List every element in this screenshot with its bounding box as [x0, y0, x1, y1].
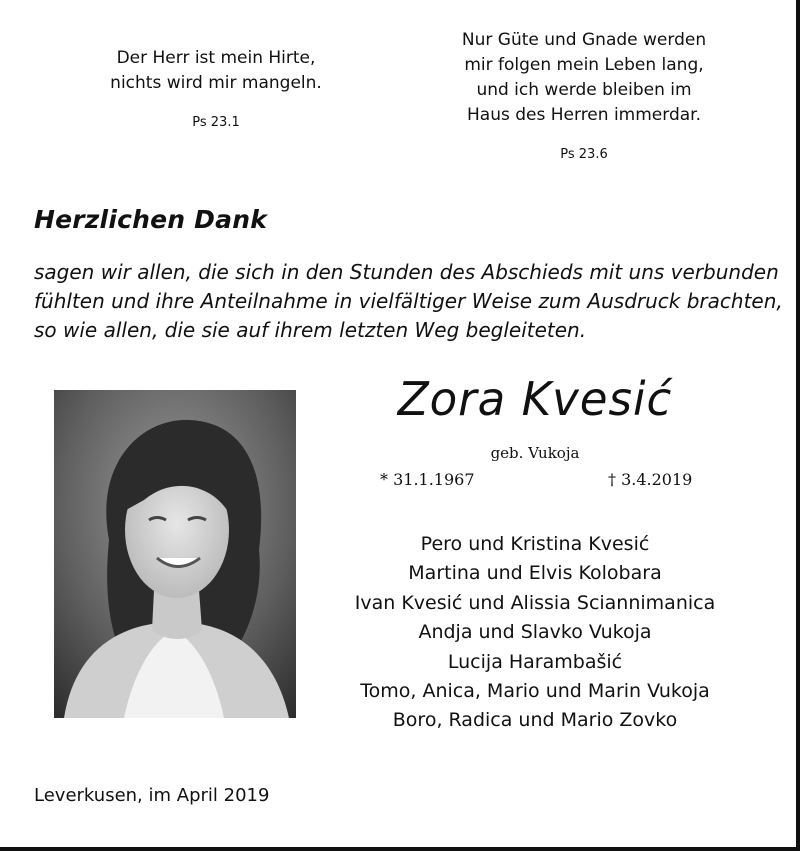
mourner-entry: Pero und Kristina Kvesić: [420, 533, 650, 555]
mourner-entry: Boro, Radica und Mario Zovko: [392, 709, 678, 732]
thanks-line: so wie allen, die sie auf ihrem letzten Weg begleiteten.: [34, 318, 587, 342]
mourner-entry: Lucija Harambašić: [447, 650, 623, 673]
mourner-entry: Martina und Elvis Kolobara: [408, 562, 662, 585]
verse-line: Haus des Herren immerdar.: [467, 105, 701, 125]
mourner-entry: Ivan Kvesić und Alissia Sciannimanica: [354, 591, 716, 614]
deceased-name: Zora Kvesić: [397, 372, 673, 426]
verse-line: mir folgen mein Leben lang,: [464, 55, 704, 75]
place-and-date: Leverkusen, im April 2019: [34, 785, 270, 806]
verse-reference: Ps 23.1: [192, 115, 240, 130]
verse-line: nichts wird mir mangeln.: [110, 73, 322, 93]
portrait-photo: [54, 390, 296, 718]
birth-date: * 31.1.1967: [380, 470, 475, 489]
verse-line: Nur Güte und Gnade werden: [461, 30, 707, 50]
psalm-verse-left: [96, 46, 336, 135]
verse-line: und ich werde bleiben im: [476, 80, 692, 100]
maiden-name: geb. Vukoja: [490, 444, 580, 462]
thanks-line: fühlten und ihre Anteilnahme in vielfältiger Weise zum Ausdruck brachten,: [34, 289, 783, 313]
mourner-entry: Tomo, Anica, Mario und Marin Vukoja: [360, 680, 710, 703]
thanks-text: [34, 258, 784, 345]
psalm-verse-right: [446, 28, 722, 167]
thanks-line: sagen wir allen, die sich in den Stunden des Abschieds mit uns verbunden: [34, 260, 779, 284]
verse-line: Der Herr ist mein Hirte,: [116, 48, 316, 68]
mourners-list: [330, 530, 740, 736]
mourner-entry: Andja und Slavko Vukoja: [418, 621, 652, 644]
thanks-heading: Herzlichen Dank: [34, 205, 268, 234]
verse-reference: Ps 23.6: [560, 147, 608, 162]
death-date: † 3.4.2019: [608, 470, 693, 489]
